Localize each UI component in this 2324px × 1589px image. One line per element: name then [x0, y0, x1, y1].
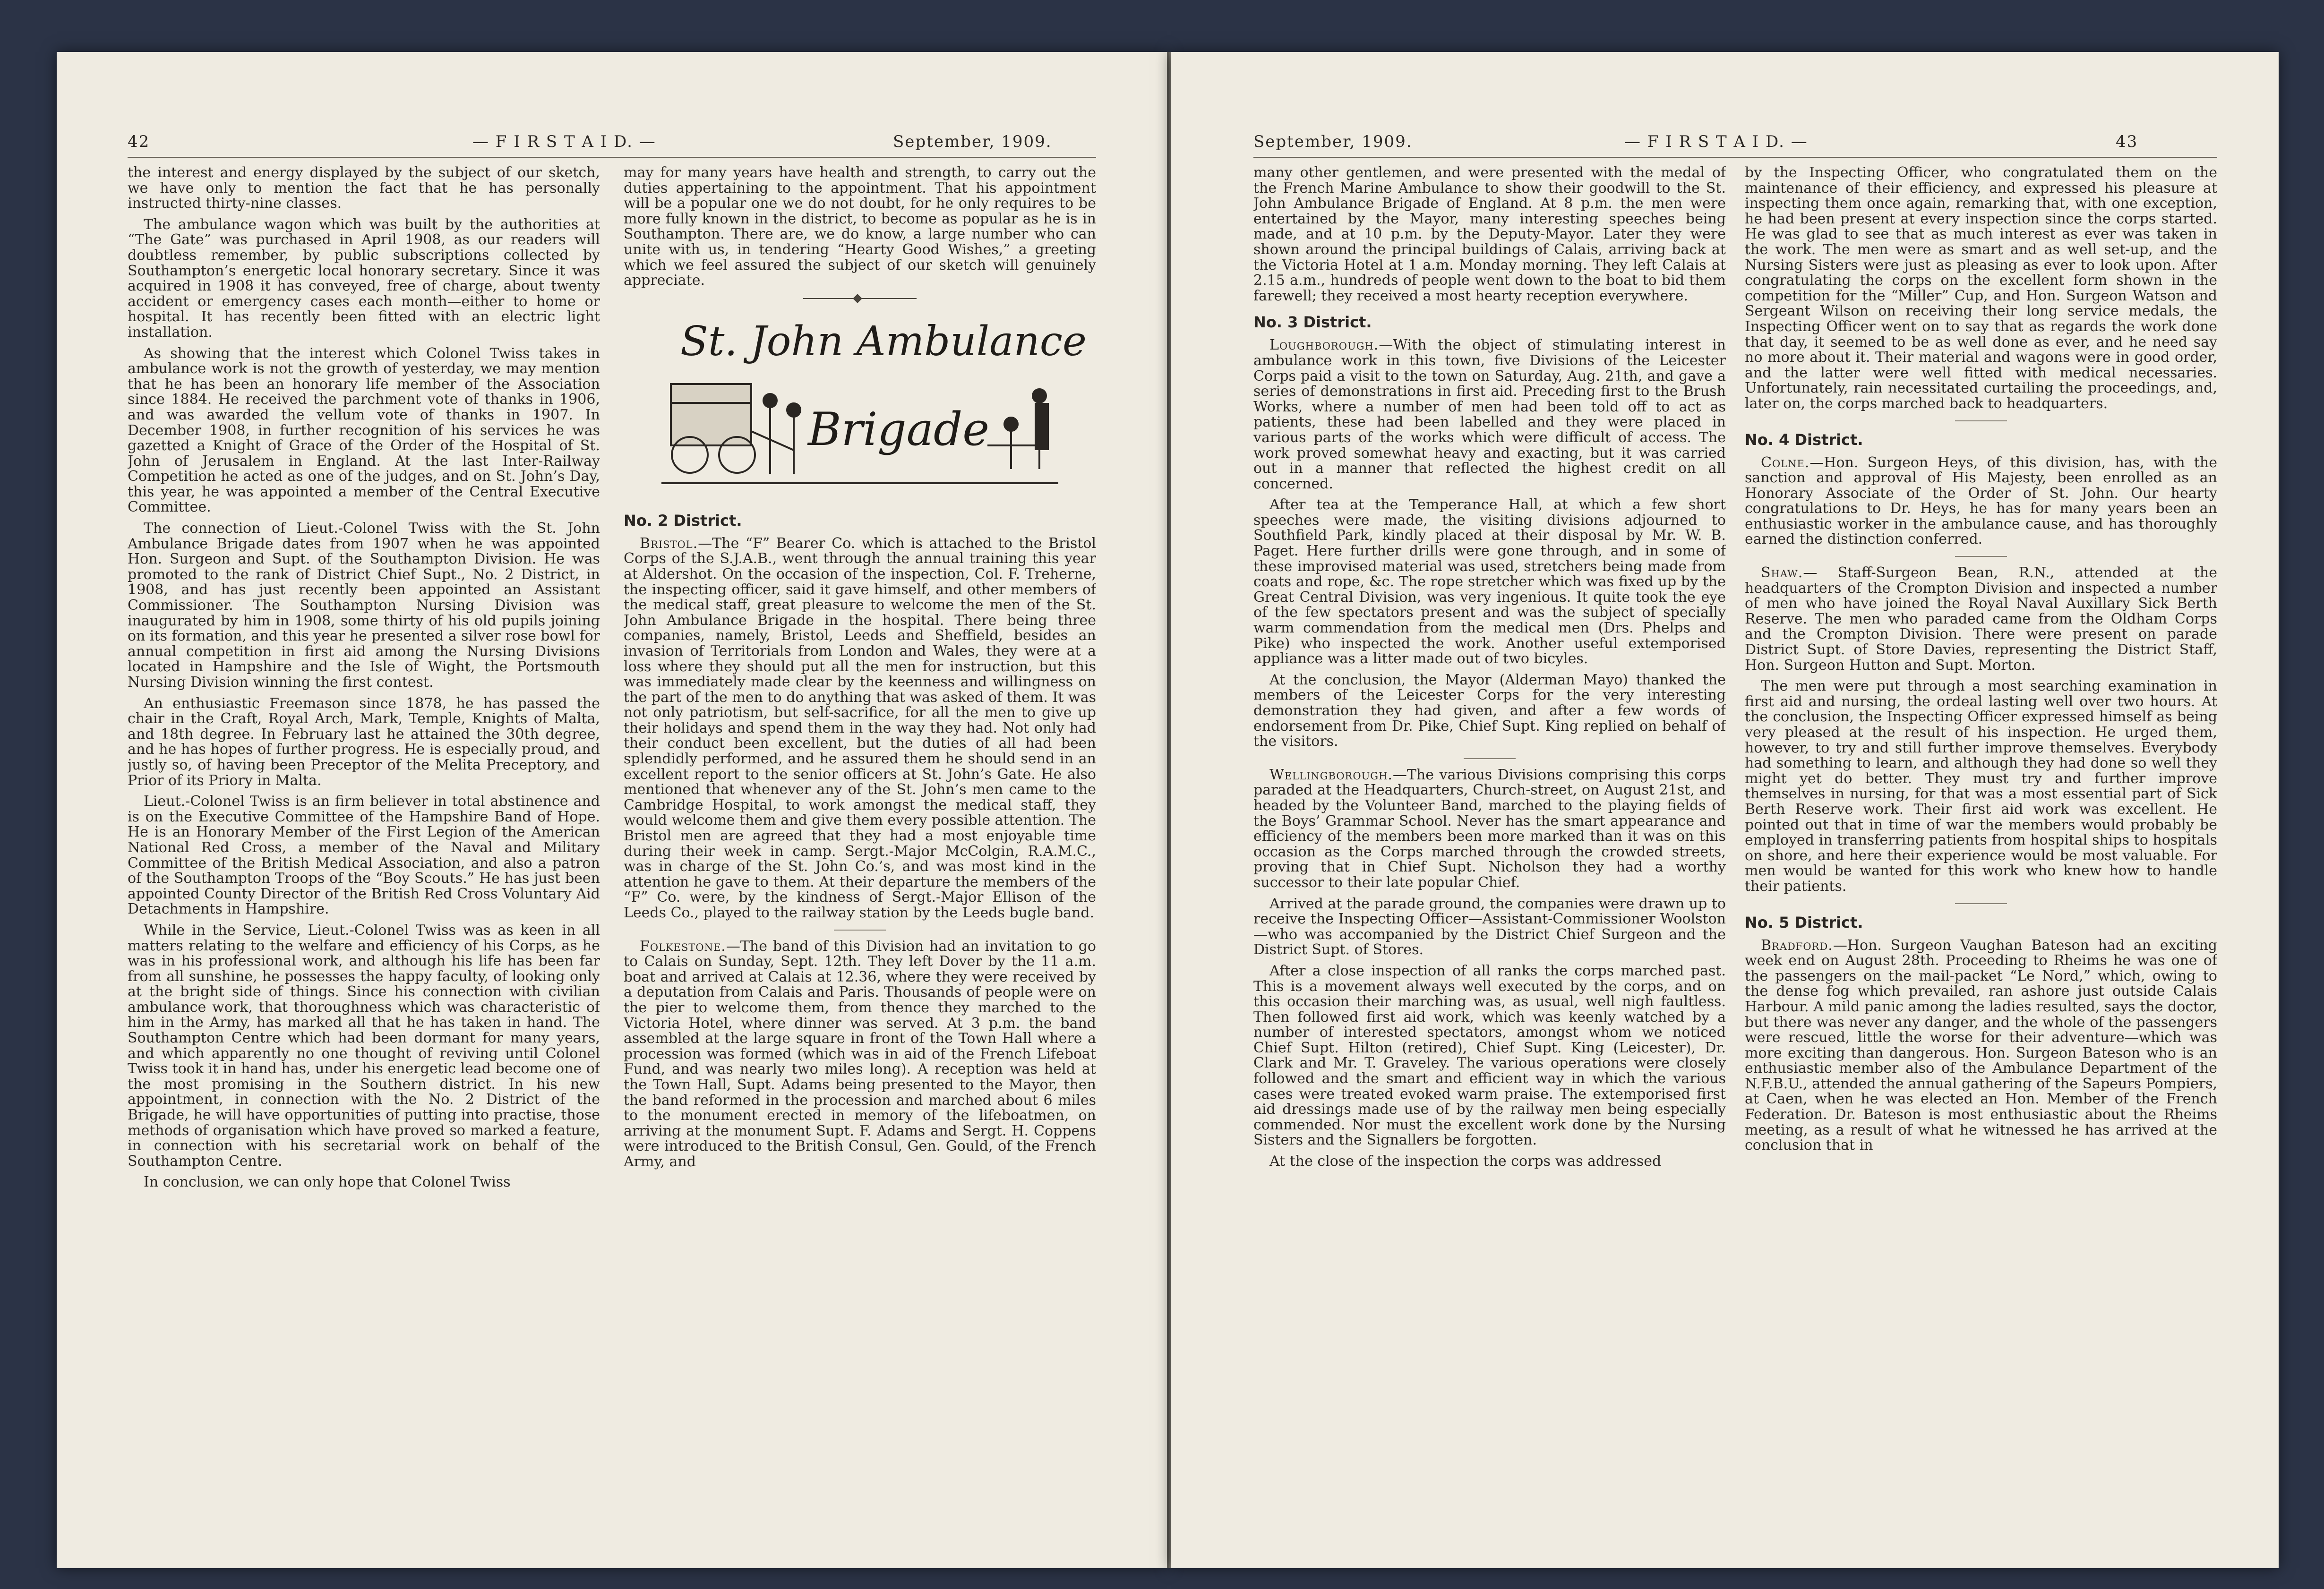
district-heading: No. 4 District. [1745, 430, 1863, 449]
paragraph: In conclusion, we can only hope that Colonel Twiss [144, 1174, 511, 1191]
divider [1955, 903, 2007, 904]
divider [1464, 758, 1516, 759]
divider [1955, 556, 2007, 557]
right-page [1171, 52, 2279, 1568]
paragraph: At the conclusion, the Mayor (Alderman Mayo) thanked the members of the Leicester Corps for the very interesting demonstration they had given, and after a few words of endorsement from Dr. Pike, Chief Supt. King replied on behalf of the visitors. [1253, 671, 1726, 750]
page-date: September, 1909. [893, 132, 1052, 151]
report-text: —The various Divisions comprising this corps paraded at the Headquarters, Church-street, on August 21st, and headed by the Volunteer Band, marched to the playing fields of the Boys’ Grammar School. Never has the smart appearance and efficiency of the members been more marked than it was on this occasion as the Corps marched through the crowded streets, proving that in Chief Supt. Nicholson they had a worthy successor to their late popular Chief. [1253, 766, 1726, 891]
paragraph: Lieut.-Colonel Twiss is an firm believer in total abstinence and is on the Executive Committee of the Hampshire Band of Hope. He is an Honorary Member of the First Legion of the American National Red Cross, a member of the Naval and Military Committee of the British Medical Association, and also a patron of the Southampton Troops of the “Boy Scouts.” He has just been appointed County Director of the British Red Cross Voluntary Aid Detachments in Hampshire. [128, 793, 600, 918]
report-text: —The band of this Division had an invitation to go to Calais on Sunday, Sept. 12th. They left Dover by the 11 a.m. boat and arrived at Calais at 12.36, where they were received by a deputation from Calais and Paris. Thousands of people were on the pier to welcome them, from thence they marched to the Victoria Hotel, where dinner was served. At 3 p.m. the band assembled at the large square in front of the Town Hall where a procession was formed (which was in aid of the French Lifeboat Fund, and was nearly two miles long). A reception was held at the Town Hall, Supt. Adams being presented to the Mayor, then the band reformed in the procession and marched about 6 miles to the monument erected in memory of the lifeboatmen, on arriving at the monument Supt. F. Adams and Sergt. H. Coppens were introduced to the British Consul, Gen. Gould, of the French Army, and [624, 938, 1096, 1170]
brigade-logo [652, 313, 1087, 497]
report-lead: Colne. [1761, 454, 1810, 471]
district-heading: No. 2 District. [624, 511, 742, 530]
divider [1955, 420, 2007, 421]
report-text: — Staff-Surgeon Bean, R.N., attended at the headquarters of the Crompton Division and inspected a number of men who have joined the Royal Naval Auxillary Sick Berth Reserve. The men who paraded came from the Oldham Corps and the Crompton Division. There were present on parade District Supt. of Store Davies, representing the District Staff, Hon. Surgeon Hutton and Supt. Morton. [1745, 564, 2217, 674]
paragraph: by the Inspecting Officer, who congratulated them on the maintenance of their efficiency, and expressed his pleasure at inspecting them once again, remarking that, with one exception, he had been present at every inspection since the corps started. He was glad to see that as much interest as ever was taken in the work. The men were as smart and as well set-up, and the Nursing Sisters were just as pleasing as ever to look upon. After congratulating the corps on the excellent form shown in the competition for the “Miller” Cup, and Hon. Surgeon Watson and Sergeant Wilson on receiving their long service medals, the Inspecting Officer went on to say that as regards the work done that day, it seemed to be as well done as ever, and he need say no more about it. Their material and wagons were in good order, and the latter were well fitted with medical necessaries. Unfortunately, rain necessitated curtailing the proceedings, and, later on, the corps marched back to headquarters. [1745, 165, 2217, 412]
page-date: September, 1909. [1253, 132, 1413, 151]
paragraph: At the close of the inspection the corps was addressed [1269, 1153, 1662, 1170]
report-text: —Hon. Surgeon Vaughan Bateson had an exciting week end on August 28th. Proceeding to Rheims he was one of the passengers on the mail-packet “Le Nord,” which, owing to the dense fog which prevailed, ran ashore just outside Calais Harbour. A mild panic among the ladies resulted, says the doctor, but there was never any danger, and the whole of the passengers were rescued, little the worse for their adventure—which was more exciting than dangerous. Hon. Surgeon Bateson who is an enthusiastic member also of the Ambulance Department of the N.F.B.U., attended the annual gathering of the Sapeurs Pompiers, at Caen, when he was elected an Hon. Member of the French Federation. Dr. Bateson is most enthusiastic about the Rheims meeting, as a result of what he witnessed he has arrived at the conclusion that in [1745, 937, 2217, 1154]
district-heading: No. 3 District. [1253, 313, 1372, 332]
paragraph: may for many years have health and strength, to carry out the duties appertaining to the appointment. That his appointment will be a popular one we do not doubt, for he only requires to be more fully known in the district, to become as popular as he is in Southampton. There are, we do know, a large number who can unite with us, in tendering “Hearty Good Wishes,” a greeting which we feel assured the subject of our sketch will genuinely appreciate. [624, 165, 1096, 289]
page-number: 43 [2116, 132, 2138, 151]
header-rule [1253, 157, 2217, 158]
paragraph: The men were put through a most searching examination in first aid and nursing, the ordeal lasting well over two hours. At the conclusion, the Inspecting Officer expressed himself as being very pleased at the result of his inspection. He urged them, however, to try and still further improve themselves. Everybody had something to learn, and although they had done so well they might yet do better. They must try and further improve themselves in nursing, for that was a most essential part of Sick Berth Reserve work. Their first aid work was excellent. He pointed out that in time of war the members would probably be employed in transferring patients from hospital ships to hospitals on shore, and here their experience would be most valuable. For men would be wanted for this work who knew how to handle their patients. [1745, 678, 2217, 895]
logo-title: St. John Ambulance [680, 317, 1087, 365]
article-column-1 [128, 165, 600, 1563]
paragraph: After tea at the Temperance Hall, at which a few short speeches were made, the visiting divisions adjourned to Southfield Park, kindly placed at their disposal by Mr. W. B. Paget. Here further drills were gone through, and in some of these improvised material was used, stretchers being made from coats and rope, &c. The rope stretcher which was fixed up by the Great Central Division, was very ingenious. It quite took the eye of the few spectators present and was the subject of specially warm commendation from the medical men (Drs. Phelps and Pike) who inspected the work. Another useful extemporised appliance was a litter made out of two bicyles. [1253, 496, 1726, 667]
article-column-3 [1253, 165, 1726, 1563]
report-text: —The “F” Bearer Co. which is attached to the Bristol Corps of the S.J.A.B., went through the annual training this year at Aldershot. On the occasion of the inspection, Col. F. Treherne, the inspecting officer, said it gave himself, and other members of the medical staff, great pleasure to welcome the men of the St. John Ambulance Brigade in the hospital. There being three companies, namely, Bristol, Leeds and Sheffield, besides an invasion of Territorials from London and Wales, they were at a loss where they should put all the men for instruction, but this was immediately made clear by the keenness and willingness on the part of the men to do anything that was asked of them. It was not only patriotism, but self-sacrifice, for all the men to give up their holidays and spend them in the way they had. Not only had their conduct been excellent, but the duties of all had been splendidly performed, and he assured them he should send in an excellent report to the senior officers at St. John’s Gate. He also mentioned that whenever any of the St. John’s men came to the Cambridge Hospital, to work amongst the medical staff, they would welcome them and give them every possible attention. The Bristol men are agreed that they had a most enjoyable time during their week in camp. Sergt.-Major McColgin, R.A.M.C., was in charge of the St. John Co.’s, and was most kind in the attention he gave to them. At their departure the members of the “F” Co. were, by the kindness of Sergt.-Major Ellison of the Leeds Co., played to the railway station by the Leeds bugle band. [624, 535, 1096, 921]
divider [834, 930, 886, 931]
page-number: 42 [128, 132, 150, 151]
logo-subtitle: Brigade [808, 402, 990, 456]
paragraph: After a close inspection of all ranks the corps marched past. This is a movement always well executed by the corps, and on this occasion their marching was, as usual, well nigh faultless. Then followed first aid work, which was keenly watched by a number of interested spectators, amongst whom we noticed Chief Supt. Hilton (retired), Chief Supt. King (Leicester), Dr. Clark and Mr. T. Graveley. The various operations were closely followed and the smart and efficient way in which the various cases were treated evoked warm praise. The extemporised first aid dressings made use of by the railway men being especially commended. Nor must the excellent work done by the Nursing Sisters and the Signallers be forgotten. [1253, 962, 1726, 1149]
left-page [57, 52, 1167, 1568]
section-ornament [803, 295, 917, 302]
running-title: — F I R S T A I D. — [1624, 132, 1808, 151]
paragraph: As showing that the interest which Colonel Twiss takes in ambulance work is not the growth of yesterday, we may mention that he has been an honorary life member of the Association since 1884. He received the parchment vote of thanks in 1906, and was awarded the vellum vote of thanks in 1907. In December 1908, in further recognition of his services he was gazetted a Knight of Grace of the Order of the Hospital of St. John of Jerusalem in England. At the last Inter-Railway Competition he acted as one of the judges, and on St. John’s Day, this year, he was appointed a member of the Central Executive Committee. [128, 345, 600, 516]
paragraph: the interest and energy displayed by the subject of our sketch, we have only to mention the fact that he has personally instructed thirty-nine classes. [128, 165, 600, 212]
report-text: —With the object of stimulating interest in ambulance work in this town, five Divisions of the Leicester Corps paid a visit to the town on Saturday, Aug. 21th, and gave a series of demonstrations in first aid. Preceding first to the Brush Works, where a number of men had been told off to act as patients, these had been labelled and they were placed in various parts of the works which were difficult of access. The work proved somewhat heavy and exacting, but it was carried out in a manner that reflected the highest credit on all concerned. [1253, 337, 1726, 492]
district-heading: No. 5 District. [1745, 913, 1863, 931]
article-column-4 [1745, 165, 2217, 1563]
report-lead: Wellingborough. [1269, 766, 1393, 783]
header-rule [128, 157, 1096, 158]
report-lead: Shaw. [1761, 564, 1803, 581]
report-lead: Bristol. [640, 535, 698, 552]
report-text: —Hon. Surgeon Heys, of this division, has, with the sanction and approval of His Majesty, been enrolled as an Honorary Associate of the Order of St. John. Our hearty congratulations to Dr. Heys, he has for many years been an enthusiastic worker in the ambulance cause, and has thoroughly earned the distinction conferred. [1745, 454, 2217, 548]
paragraph: An enthusiastic Freemason since 1878, he has passed the chair in the Craft, Royal Arch, Mark, Temple, Knights of Malta, and 18th degree. In February last he attained the 30th degree, and he has hopes of further progress. He is especially proud, and justly so, of having been Preceptor of the Melita Preceptory, and Prior of its Priory in Malta. [128, 695, 600, 789]
running-title: — F I R S T A I D. — [472, 132, 656, 151]
paragraph: Arrived at the parade ground, the companies were drawn up to receive the Inspecting Officer—Assistant-Commissioner Woolston—who was accompanied by the District Chief Surgeon and the District Supt. of Stores. [1253, 895, 1726, 958]
report-lead: Bradford. [1761, 937, 1833, 954]
article-column-2 [624, 165, 1096, 1563]
report-lead: Folkestone. [640, 938, 726, 955]
paragraph: While in the Service, Lieut.-Colonel Twiss was as keen in all matters relating to the welfare and efficiency of his Corps, as he was in his professional work, and although his life has been far from all sunshine, he possesses the happy faculty, of looking only at the bright side of things. Since his connection with civilian ambulance work, that thoroughness which was characteristic of him in the Army, has marked all that he has taken in hand. The Southampton Centre which had been dormant for many years, and which apparently no one thought of reviving until Colonel Twiss took it in hand has, under his energetic lead become one of the most promising in the Southern district. In his new appointment, in connection with the No. 2 District of the Brigade, he will have opportunities of putting into practise, those methods of organisation which have proved so marked a feature, in connection with his secretarial work on behalf of the Southampton Centre. [128, 922, 600, 1170]
report-lead: Loughborough. [1269, 337, 1379, 354]
paragraph: The connection of Lieut.-Colonel Twiss with the St. John Ambulance Brigade dates from 1907 when he was appointed Hon. Surgeon and Supt. of the Southampton Division. He was promoted to the rank of District Chief Supt., No. 2 District, in 1908, and has just recently been appointed an Assistant Commissioner. The Southampton Nursing Division was inaugurated by him in 1908, some thirty of his old pupils joining on its formation, and this year he presented a silver rose bowl for annual competition in first aid among the Nursing Divisions located in Hampshire and the Isle of Wight, the Portsmouth Nursing Division winning the first contest. [128, 520, 600, 691]
paragraph: The ambulance wagon which was built by the authorities at “The Gate” was purchased in April 1908, as our readers will doubtless remember, by public subscriptions collected by Southampton’s energetic local honorary secretary. Since it was acquired in 1908 it has conveyed, free of charge, about twenty accident or emergency cases each month—either to home or hospital. It has recently been fitted with an electric light installation. [128, 216, 600, 341]
paragraph: many other gentlemen, and were presented with the medal of the French Marine Ambulance to show their goodwill to the St. John Ambulance Brigade of England. At 8 p.m. the men were entertained by the Mayor, many interesting speeches being made, and at 10 p.m. by the Deputy-Mayor. Later they were shown around the principal buildings of Calais, arriving back at the Victoria Hotel at 1 a.m. Monday morning. They left Calais at 2.15 a.m., hundreds of people went down to the boat to bid them farewell; they received a most hearty reception everywhere. [1253, 165, 1726, 304]
